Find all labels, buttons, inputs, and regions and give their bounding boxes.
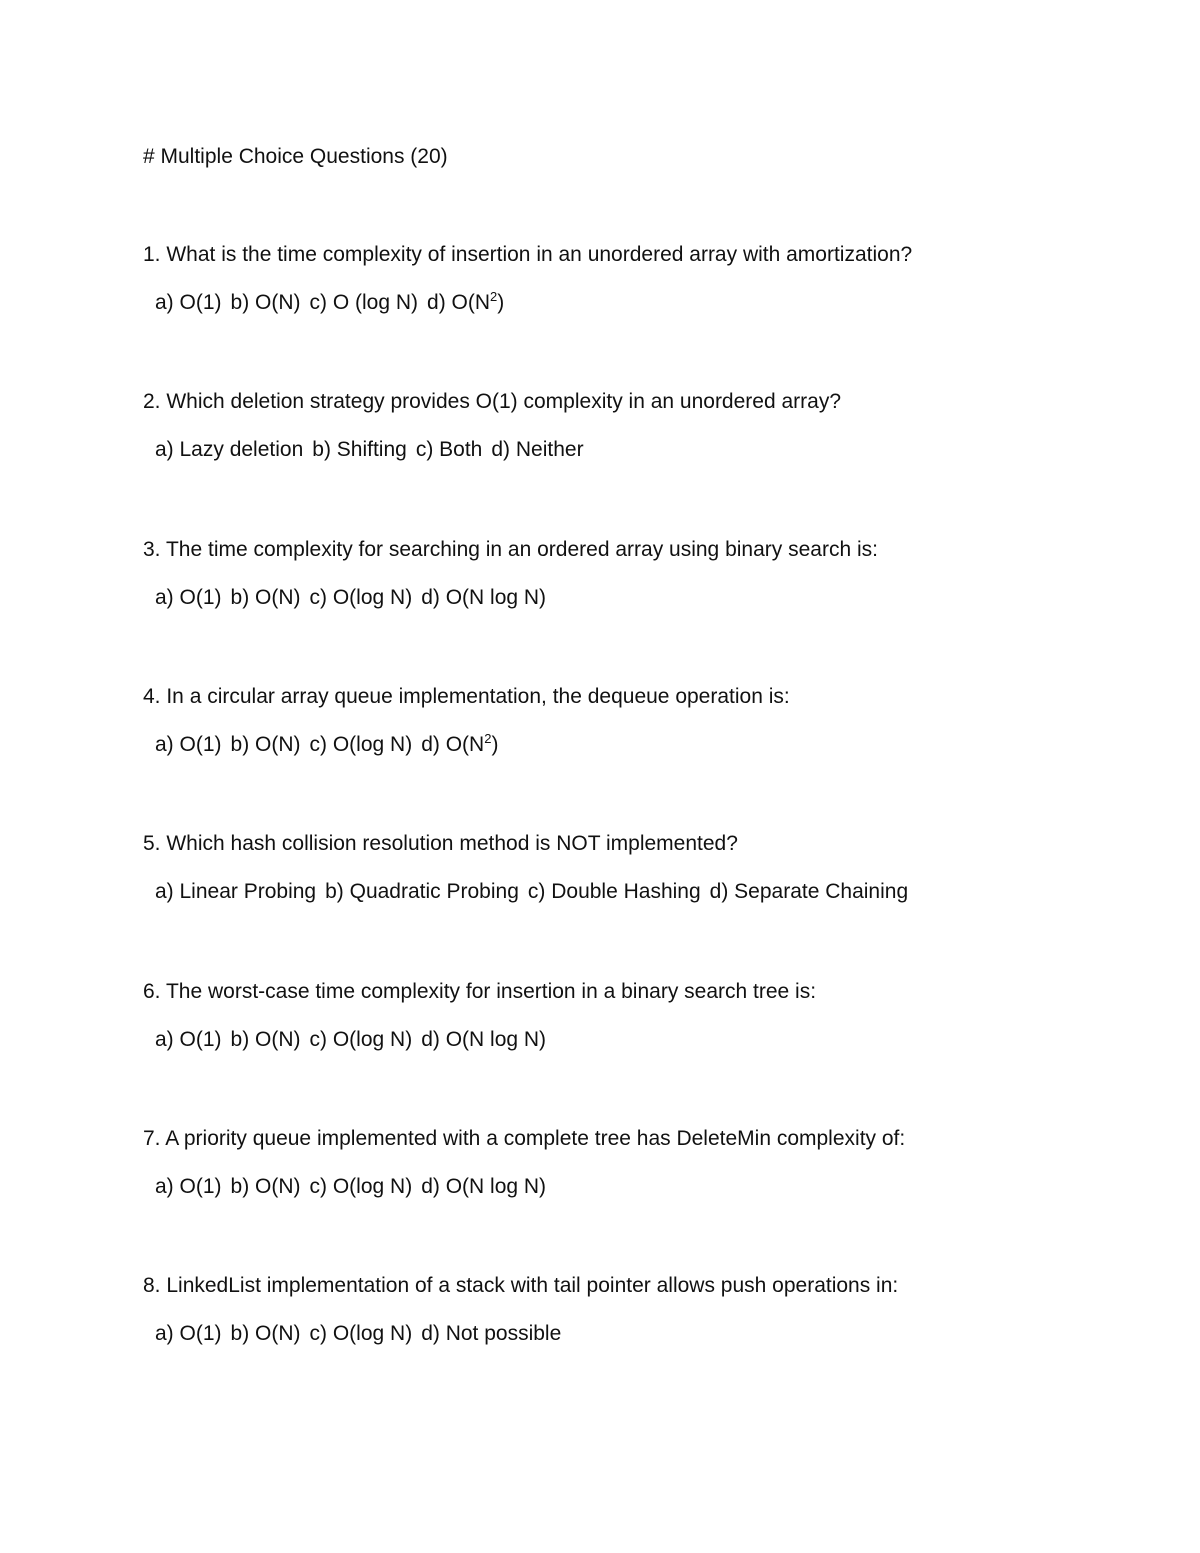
question-5 bbox=[143, 830, 917, 906]
option-label: b) Shifting bbox=[312, 438, 407, 461]
answer-option bbox=[155, 1322, 222, 1345]
option-label: c) O (log N) bbox=[309, 291, 419, 314]
option-label: a) Lazy deletion bbox=[155, 438, 304, 461]
answer-option bbox=[421, 586, 546, 609]
answer-option bbox=[421, 733, 498, 756]
answer-option bbox=[312, 438, 407, 461]
option-label: c) O(log N) bbox=[309, 586, 413, 609]
option-label: d) Neither bbox=[491, 438, 584, 461]
answer-option bbox=[231, 1028, 301, 1051]
answer-options bbox=[143, 731, 790, 759]
question-4 bbox=[143, 683, 790, 759]
question-text: 7. A priority queue implemented with a complete tree has DeleteMin complexity of: bbox=[143, 1127, 906, 1150]
option-label: a) O(1) bbox=[155, 733, 222, 756]
answer-option bbox=[231, 586, 301, 609]
option-label: d) O(N log N) bbox=[421, 1028, 547, 1051]
answer-option bbox=[310, 1322, 413, 1345]
answer-option bbox=[421, 1175, 546, 1198]
answer-option bbox=[421, 1322, 561, 1345]
option-label: b) O(N) bbox=[230, 733, 301, 756]
answer-option bbox=[427, 291, 504, 314]
option-label: b) Quadratic Probing bbox=[325, 880, 519, 903]
option-label: d) O(N log N) bbox=[421, 1175, 547, 1198]
answer-options bbox=[143, 1026, 816, 1054]
answer-option bbox=[155, 586, 222, 609]
option-label: b) O(N) bbox=[230, 1322, 301, 1345]
option-label: a) O(1) bbox=[155, 1175, 222, 1198]
option-label: c) O(log N) bbox=[309, 1028, 413, 1051]
answer-option bbox=[231, 733, 301, 756]
option-label: d) Separate Chaining bbox=[709, 880, 909, 903]
answer-option bbox=[155, 291, 222, 314]
question-1 bbox=[143, 241, 912, 317]
question-3 bbox=[143, 536, 878, 612]
answer-option bbox=[310, 1028, 413, 1051]
question-7 bbox=[143, 1125, 905, 1201]
option-superscript: 2 bbox=[484, 731, 492, 746]
option-label: b) O(N) bbox=[230, 291, 301, 314]
option-superscript: 2 bbox=[490, 289, 498, 304]
answer-option bbox=[231, 1322, 301, 1345]
answer-option bbox=[231, 1175, 301, 1198]
question-text: 3. The time complexity for searching in an ordered array using binary search is: bbox=[143, 538, 878, 561]
answer-option bbox=[421, 1028, 546, 1051]
question-text: 6. The worst-case time complexity for insertion in a binary search tree is: bbox=[143, 980, 817, 1003]
option-label: b) O(N) bbox=[230, 1175, 301, 1198]
option-label: d) O(N log N) bbox=[421, 586, 547, 609]
answer-options bbox=[143, 1320, 898, 1348]
option-label: b) O(N) bbox=[230, 1028, 301, 1051]
answer-option bbox=[155, 733, 222, 756]
answer-option bbox=[416, 438, 483, 461]
option-label: d) O(N bbox=[421, 733, 485, 756]
answer-option bbox=[528, 880, 701, 903]
option-label: b) O(N) bbox=[230, 586, 301, 609]
question-text: 5. Which hash collision resolution method is NOT implemented? bbox=[143, 832, 738, 855]
question-text: 8. LinkedList implementation of a stack with tail pointer allows push operations in: bbox=[143, 1274, 899, 1297]
question-text: 2. Which deletion strategy provides O(1) complexity in an unordered array? bbox=[143, 390, 842, 413]
answer-options bbox=[143, 436, 841, 464]
option-suffix: ) bbox=[497, 291, 505, 314]
answer-option bbox=[155, 1175, 222, 1198]
option-label: c) O(log N) bbox=[309, 733, 413, 756]
answer-option bbox=[310, 1175, 413, 1198]
answer-options bbox=[143, 584, 878, 612]
option-label: a) O(1) bbox=[155, 586, 222, 609]
answer-option bbox=[155, 438, 303, 461]
option-label: c) O(log N) bbox=[309, 1322, 413, 1345]
answer-option bbox=[310, 586, 413, 609]
option-label: a) O(1) bbox=[155, 1322, 222, 1345]
option-label: a) O(1) bbox=[155, 1028, 222, 1051]
question-2 bbox=[143, 388, 841, 464]
answer-options bbox=[143, 878, 917, 906]
answer-options bbox=[143, 289, 912, 317]
question-text: 1. What is the time complexity of insertion in an unordered array with amortization? bbox=[143, 243, 913, 266]
answer-option bbox=[231, 291, 301, 314]
question-8 bbox=[143, 1272, 898, 1348]
option-suffix: ) bbox=[491, 733, 499, 756]
option-label: a) Linear Probing bbox=[155, 880, 317, 903]
answer-option bbox=[155, 1028, 222, 1051]
answer-option bbox=[155, 880, 316, 903]
answer-option bbox=[310, 733, 413, 756]
question-6 bbox=[143, 978, 816, 1054]
option-label: a) O(1) bbox=[155, 291, 222, 314]
option-label: c) Double Hashing bbox=[527, 880, 701, 903]
answer-option bbox=[710, 880, 908, 903]
question-text: 4. In a circular array queue implementation, the dequeue operation is: bbox=[143, 685, 790, 708]
answer-options bbox=[143, 1173, 905, 1201]
option-label: d) O(N bbox=[427, 291, 491, 314]
answer-option bbox=[310, 291, 419, 314]
option-label: d) Not possible bbox=[421, 1322, 562, 1345]
answer-option bbox=[491, 438, 583, 461]
section-heading: # Multiple Choice Questions (20) bbox=[143, 145, 448, 168]
option-label: c) Both bbox=[415, 438, 483, 461]
option-label: c) O(log N) bbox=[309, 1175, 413, 1198]
answer-option bbox=[325, 880, 519, 903]
